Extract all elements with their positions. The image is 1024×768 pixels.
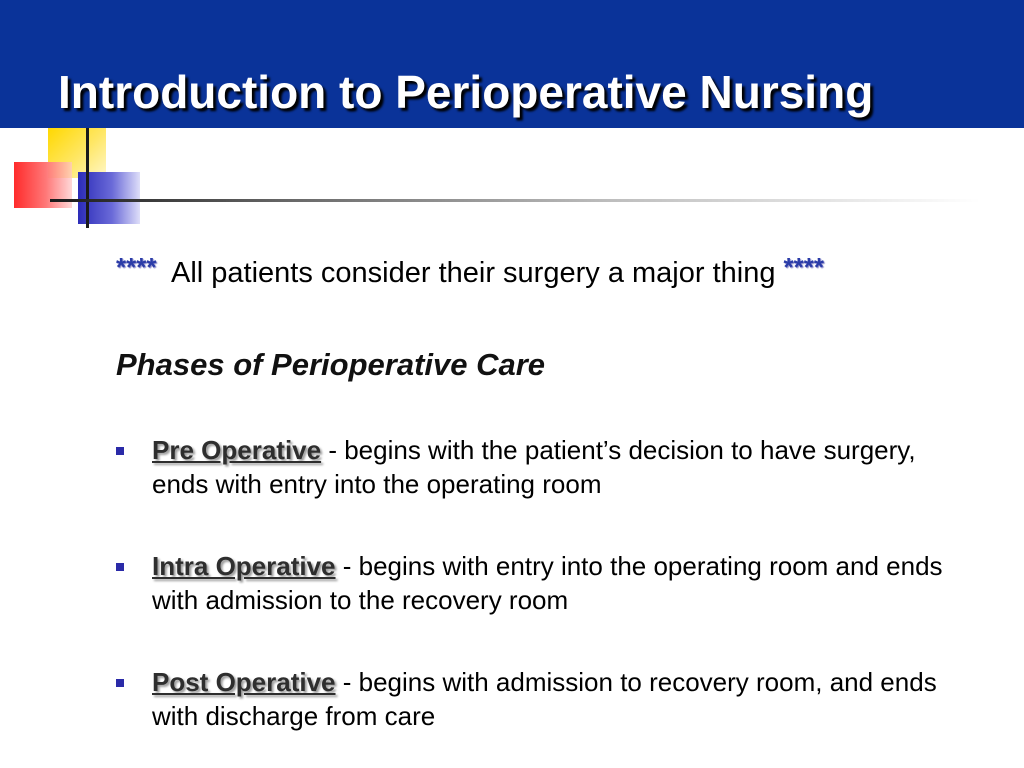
phase-description: - begins with admission to recovery room, and ends with discharge from care xyxy=(152,667,937,731)
slide-title: Introduction to Perioperative Nursing xyxy=(58,66,874,118)
phase-description: - begins with entry into the operating room and ends with admission to the recovery room xyxy=(152,551,943,615)
square-bullet-icon xyxy=(116,563,124,571)
phase-description: - begins with the patient’s decision to have surgery, ends with entry into the operating room xyxy=(152,435,916,499)
phase-name: Pre Operative xyxy=(152,435,322,465)
square-bullet-icon xyxy=(116,679,124,687)
phase-item-pre-operative xyxy=(116,433,976,501)
phase-name: Intra Operative xyxy=(152,551,336,581)
tagline xyxy=(116,249,824,291)
tagline-text: All patients consider their surgery a major thing xyxy=(171,257,776,289)
phases-heading: Phases of Perioperative Care xyxy=(116,347,546,382)
decorative-vertical-line xyxy=(86,128,89,228)
tagline-stars-right: **** xyxy=(783,252,825,282)
phase-text xyxy=(152,549,976,617)
phase-item-intra-operative xyxy=(116,549,976,617)
square-bullet-icon xyxy=(116,447,124,455)
decorative-horizontal-line xyxy=(50,199,980,202)
phase-text xyxy=(152,433,976,501)
phase-name: Post Operative xyxy=(152,667,336,697)
phase-text xyxy=(152,665,976,733)
tagline-stars-left: **** xyxy=(116,252,157,282)
phase-item-post-operative xyxy=(116,665,976,733)
